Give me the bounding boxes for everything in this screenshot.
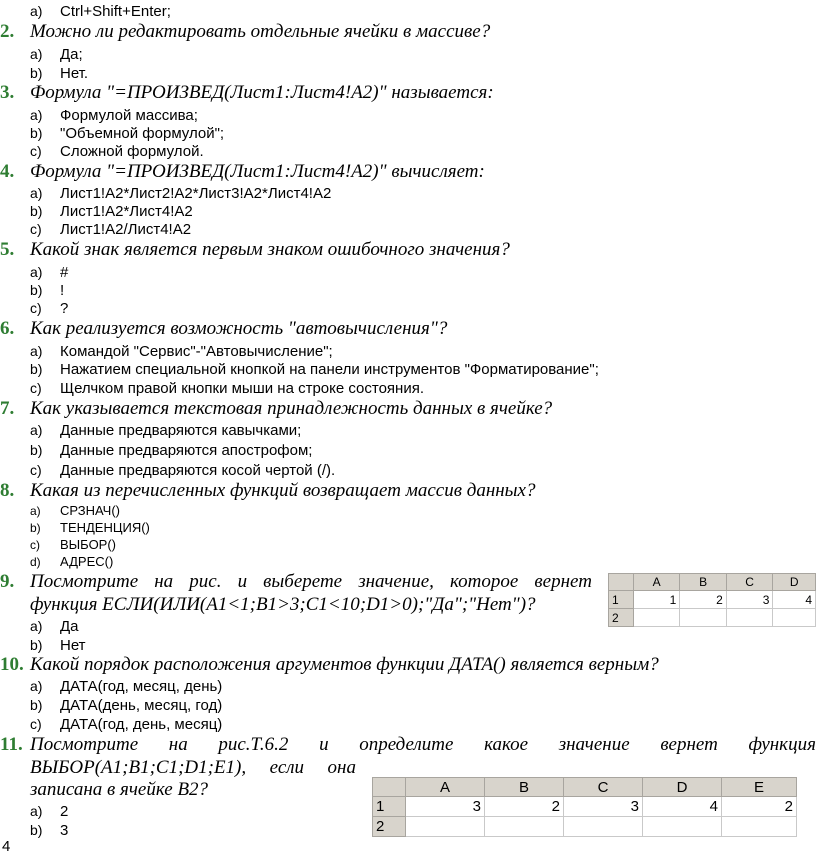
cell-c1: 3: [726, 591, 773, 609]
corner-cell: [373, 778, 406, 797]
q4-option-c: c) Лист1!A2/Лист4!A2: [30, 221, 192, 238]
q9-line-1: Посмотрите на рис. и выберете значение, которое вернет: [30, 571, 592, 592]
question-5: 5. Какой знак является первым знаком ошибочного значения?: [0, 239, 510, 260]
row-header: 1: [609, 591, 634, 609]
cell-d2: [643, 817, 722, 837]
q5-option-c: c) ?: [30, 300, 69, 317]
q4-option-b: b) Лист1!A2*Лист4!A2: [30, 203, 193, 220]
spreadsheet-figure-1: [608, 573, 816, 627]
q7-option-b: b) Данные предваряются апострофом;: [30, 442, 313, 459]
cell-c2: [564, 817, 643, 837]
q8-option-b: b) ТЕНДЕНЦИЯ(): [30, 520, 150, 535]
col-header: D: [773, 574, 816, 591]
cell-d1: 4: [643, 797, 722, 817]
q9-line-2: функция ЕСЛИ(ИЛИ(A1<1;B1>3;C1<10;D1>0);"Да";"Нет")?: [30, 594, 536, 615]
question-11: 11. Посмотрите на рис.Т.6.2 и определите какое значение вернет функция: [0, 734, 816, 755]
question-2: 2. Можно ли редактировать отдельные ячейки в массиве?: [0, 21, 491, 42]
q9-option-b: b) Нет: [30, 637, 86, 654]
q3-option-a: a) Формулой массива;: [30, 107, 198, 124]
cell-c2: [726, 609, 773, 627]
question-10: 10. Какой порядок расположения аргументов функции ДАТА() является верным?: [0, 654, 659, 675]
q4-option-a: a) Лист1!A2*Лист2!A2*Лист3!A2*Лист4!A2: [30, 185, 332, 202]
cell-b2: [485, 817, 564, 837]
cell-b1: 2: [680, 591, 727, 609]
question-3: 3. Формула "=ПРОИЗВЕД(Лист1:Лист4!A2)" называется:: [0, 82, 494, 103]
question-4: 4. Формула "=ПРОИЗВЕД(Лист1:Лист4!A2)" вычисляет:: [0, 161, 485, 182]
q8-option-d: d) АДРЕС(): [30, 554, 114, 569]
option-a-prev: a) Ctrl+Shift+Enter;: [30, 3, 171, 20]
q2-option-b: b) Нет.: [30, 65, 89, 82]
cell-b1: 2: [485, 797, 564, 817]
row-header: 2: [609, 609, 634, 627]
q7-option-a: a) Данные предваряются кавычками;: [30, 422, 302, 439]
corner-cell: [609, 574, 634, 591]
col-header: A: [633, 574, 680, 591]
page-number: 4: [2, 838, 11, 855]
q9-option-a: a) Да: [30, 618, 79, 635]
cell-e1: 2: [722, 797, 797, 817]
q5-option-a: a) #: [30, 264, 69, 281]
q11-option-a: a) 2: [30, 803, 69, 820]
q10-option-b: b) ДАТА(день, месяц, год): [30, 697, 223, 714]
q8-option-c: c) ВЫБОР(): [30, 537, 117, 552]
q10-option-a: a) ДАТА(год, месяц, день): [30, 678, 223, 695]
col-header: A: [406, 778, 485, 797]
col-header: C: [726, 574, 773, 591]
q6-option-b: b) Нажатием специальной кнопкой на панели инструментов "Форматирование";: [30, 361, 599, 378]
col-header: D: [643, 778, 722, 797]
cell-a1: 1: [633, 591, 680, 609]
q11-line-2: ВЫБОР(A1;B1;C1;D1;E1), если она: [30, 757, 356, 778]
cell-a2: [633, 609, 680, 627]
col-header: C: [564, 778, 643, 797]
q2-option-a: a) Да;: [30, 46, 83, 63]
question-8: 8. Какая из перечисленных функций возвращает массив данных?: [0, 480, 536, 501]
q8-option-a: a) СРЗНАЧ(): [30, 503, 120, 518]
q3-option-c: c) Сложной формулой.: [30, 143, 204, 160]
cell-e2: [722, 817, 797, 837]
q11-option-b: b) 3: [30, 822, 69, 839]
q6-option-c: c) Щелчком правой кнопки мыши на строке состояния.: [30, 380, 425, 397]
spreadsheet-figure-2: [372, 777, 797, 837]
row-header: 1: [373, 797, 406, 817]
q7-option-c: c) Данные предваряются косой чертой (/).: [30, 462, 336, 479]
col-header: B: [680, 574, 727, 591]
col-header: E: [722, 778, 797, 797]
row-header: 2: [373, 817, 406, 837]
cell-c1: 3: [564, 797, 643, 817]
cell-a2: [406, 817, 485, 837]
cell-b2: [680, 609, 727, 627]
q6-option-a: a) Командой "Сервис"-"Автовычисление";: [30, 343, 333, 360]
question-9: 9. Посмотрите на рис. и выберете значение, которое вернет функция ЕСЛИ(ИЛИ(A1<1;B1>3;C1<10;D1>0);"Да";"Нет")?: [0, 571, 592, 615]
q11-line-2-wrap: [30, 757, 356, 779]
q11-line-1: Посмотрите на рис.Т.6.2 и определите какое значение вернет функция: [30, 734, 816, 755]
cell-d1: 4: [773, 591, 816, 609]
q5-option-b: b) !: [30, 282, 65, 299]
question-7: 7. Как указывается текстовая принадлежность данных в ячейке?: [0, 398, 553, 419]
question-6: 6. Как реализуется возможность "автовычисления"?: [0, 318, 448, 339]
q10-option-c: c) ДАТА(год, день, месяц): [30, 716, 223, 733]
q11-line-3: записана в ячейке B2?: [30, 779, 209, 800]
cell-d2: [773, 609, 816, 627]
cell-a1: 3: [406, 797, 485, 817]
q3-option-b: b) "Объемной формулой";: [30, 125, 225, 142]
col-header: B: [485, 778, 564, 797]
